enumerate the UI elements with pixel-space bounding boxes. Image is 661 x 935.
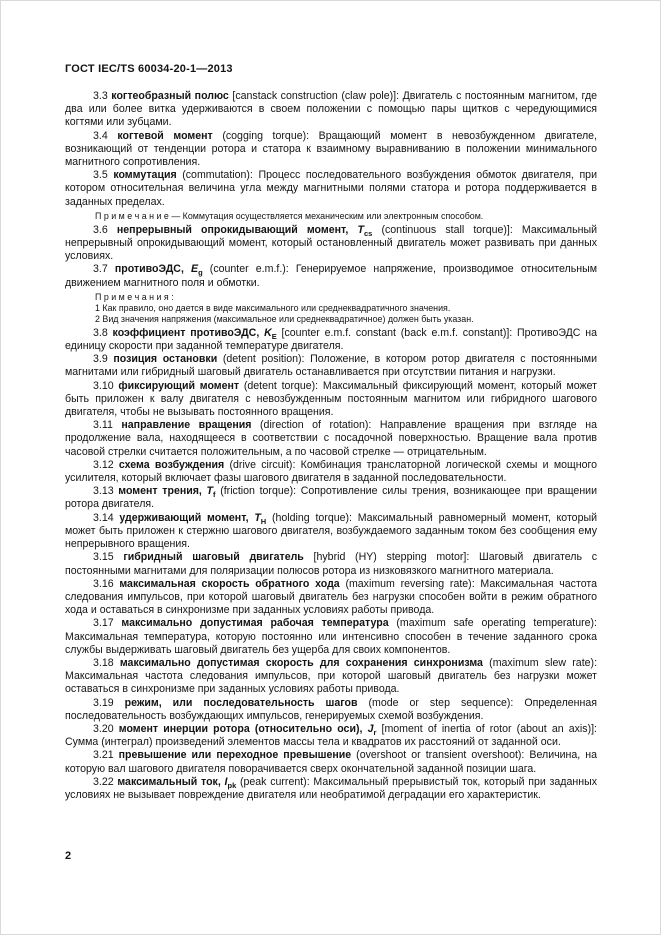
note-item: 1 Как правило, оно дается в виде максимального или среднеквадратичного значения. [95,302,451,313]
definition-3.4: 3.4 когтевой момент (cogging torque): Вращающий момент в невозбужденном двигателе, возникающий от тенденции ротора и статора к взаимному выравниванию в положении минимального магнитного сопротивления. [65,129,597,169]
content [65,90,597,802]
note-item: 2 Вид значения напряжения (максимальное или среднеквадратичное) должен быть указан. [95,313,474,324]
definition-3.11: 3.11 направление вращения (direction of rotation): Направление вращения при взгляде на продолжение вала, находящееся в соответствии с посадочной поверхностью. Вращение вала против часовой стрелки считается положительным, а по часовой стрелке — отрицательным. [65,419,597,458]
definition-3.21: 3.21 превышение или переходное превышение (overshoot or transient overshoot): Величина, на которую вал шагового двигателя поворачивается сверх окончательной заданной позиции шага. [65,749,598,775]
definition-3.20: 3.20 момент инерции ротора (относительно оси), $J_r$ [moment of inertia of rotor (about an axis)]: Сумма (интеграл) произведений элементов массы тела и квадратов их расстояний от заданной оси. [65,722,598,749]
definition-3.19: 3.19 режим, или последовательность шагов (mode or step sequence): Определенная последовательность возбуждающих импульсов, генерируемых схемой возбуждения. [65,696,597,722]
definition-3.12: 3.12 схема возбуждения (drive circuit): Комбинация транслаторной логической схемы и мощного усилителя, который включает фазы шагового двигателя в заданной последовательности. [65,458,598,485]
definition-3.15: 3.15 гибридный шаговый двигатель [hybrid (HY) stepping motor]: Шаговый двигатель с постоянными магнитами для поляризации полюсов ротора из низковязкого магнитного материала. [65,551,598,577]
definition-3.13: 3.13 момент трения, $T_f$ (friction torque): Сопротивление силы трения, возникающее при вращении ротора двигателя. [65,485,597,511]
page-number: 2 [65,850,72,862]
definition-3.14: 3.14 удерживающий момент, $T_H$ (holding torque): Максимальный равномерный момент, который может быть приложен к стержню шагового двигателя, возбуждаемого заданным током без сообщения ему непрерывного вращения. [65,511,597,551]
note: П р и м е ч а н и е — Коммутация осуществляется механическим или электронным способом. [95,210,484,221]
definition-3.22: 3.22 максимальный ток, $I_{pk}$ (peak current): Максимальный прерывистый ток, который при заданных условиях не вызывает повреждение двигателя или необратимой деградации его характеристик. [65,775,597,801]
definition-3.9: 3.9 позиция остановки (detent position): Положение, в котором ротор двигателя с постоянными магнитами или гибридный шаговый двигатель останавливается при отсутствии питания и нагрузки. [65,353,597,379]
notes-header: П р и м е ч а н и я : [95,291,174,302]
doc-number: ГОСТ IEC/TS 60034-20-1—2013 [65,63,233,75]
definition-3.16: 3.16 максимальная скорость обратного хода (maximum reversing rate): Максимальная частота следования импульсов, при которой шаговый двигатель без нагрузки способен войти в режим обратного хода и оставаться в синхронизме при заданных условиях работы привода. [65,577,597,617]
definition-3.8: 3.8 коэффициент противоЭДС, $K_E$ [counter e.m.f. constant (back e.m.f. constant)]: ПротивоЭДС на единицу скорости при заданной температуре двигателя. [65,326,597,353]
definition-3.3: 3.3 когтеобразный полюс [canstack construction (claw pole)]: Двигатель с постоянным магнитом, где два или более витка удерживаются в своем положении с помощью пары щитков с чередующимися когтями или зубцами. [65,90,598,129]
definition-3.5: 3.5 коммутация (commutation): Процесс последовательного возбуждения обмоток двигателя, при котором относительная величина угла между магнитными полями статора и ротора поддерживается в заданных пределах. [65,169,597,208]
definition-3.6: 3.6 непрерывный опрокидывающий момент, $T_{cs}$ (continuous stall torque)]: Максимальный непрерывный опрокидывающий момент, который остановленный двигатель может развивать при данных условиях. [65,223,597,263]
definition-3.7: 3.7 противоЭДС, $E_g$ (counter e.m.f.): Генерируемое напряжение, производимое относительным движением магнитного поля и обмотки. [65,263,598,289]
definition-3.18: 3.18 максимально допустимая скорость для сохранения синхронизма (maximum slew rate): Максимальная частота следования импульсов, при которой шаговый двигатель без нагрузки может оставаться в синхронизме при заданных условиях работы привода. [65,656,598,696]
definition-3.10: 3.10 фиксирующий момент (detent torque): Максимальный фиксирующий момент, который может быть приложен к валу двигателя с невозбужденным постоянным магнитом или гибридного шагового двигателя, чтобы не вызывать постоянного вращения. [65,379,598,419]
notes-block [95,292,597,325]
definition-3.17: 3.17 максимально допустимая рабочая температура (maximum safe operating temperature): Максимальная температура, которую постоянно или интенсивно способен в течение заданного срока службы выдерживать шаговый двигатель без ущерба для своих компонентов. [65,617,598,656]
